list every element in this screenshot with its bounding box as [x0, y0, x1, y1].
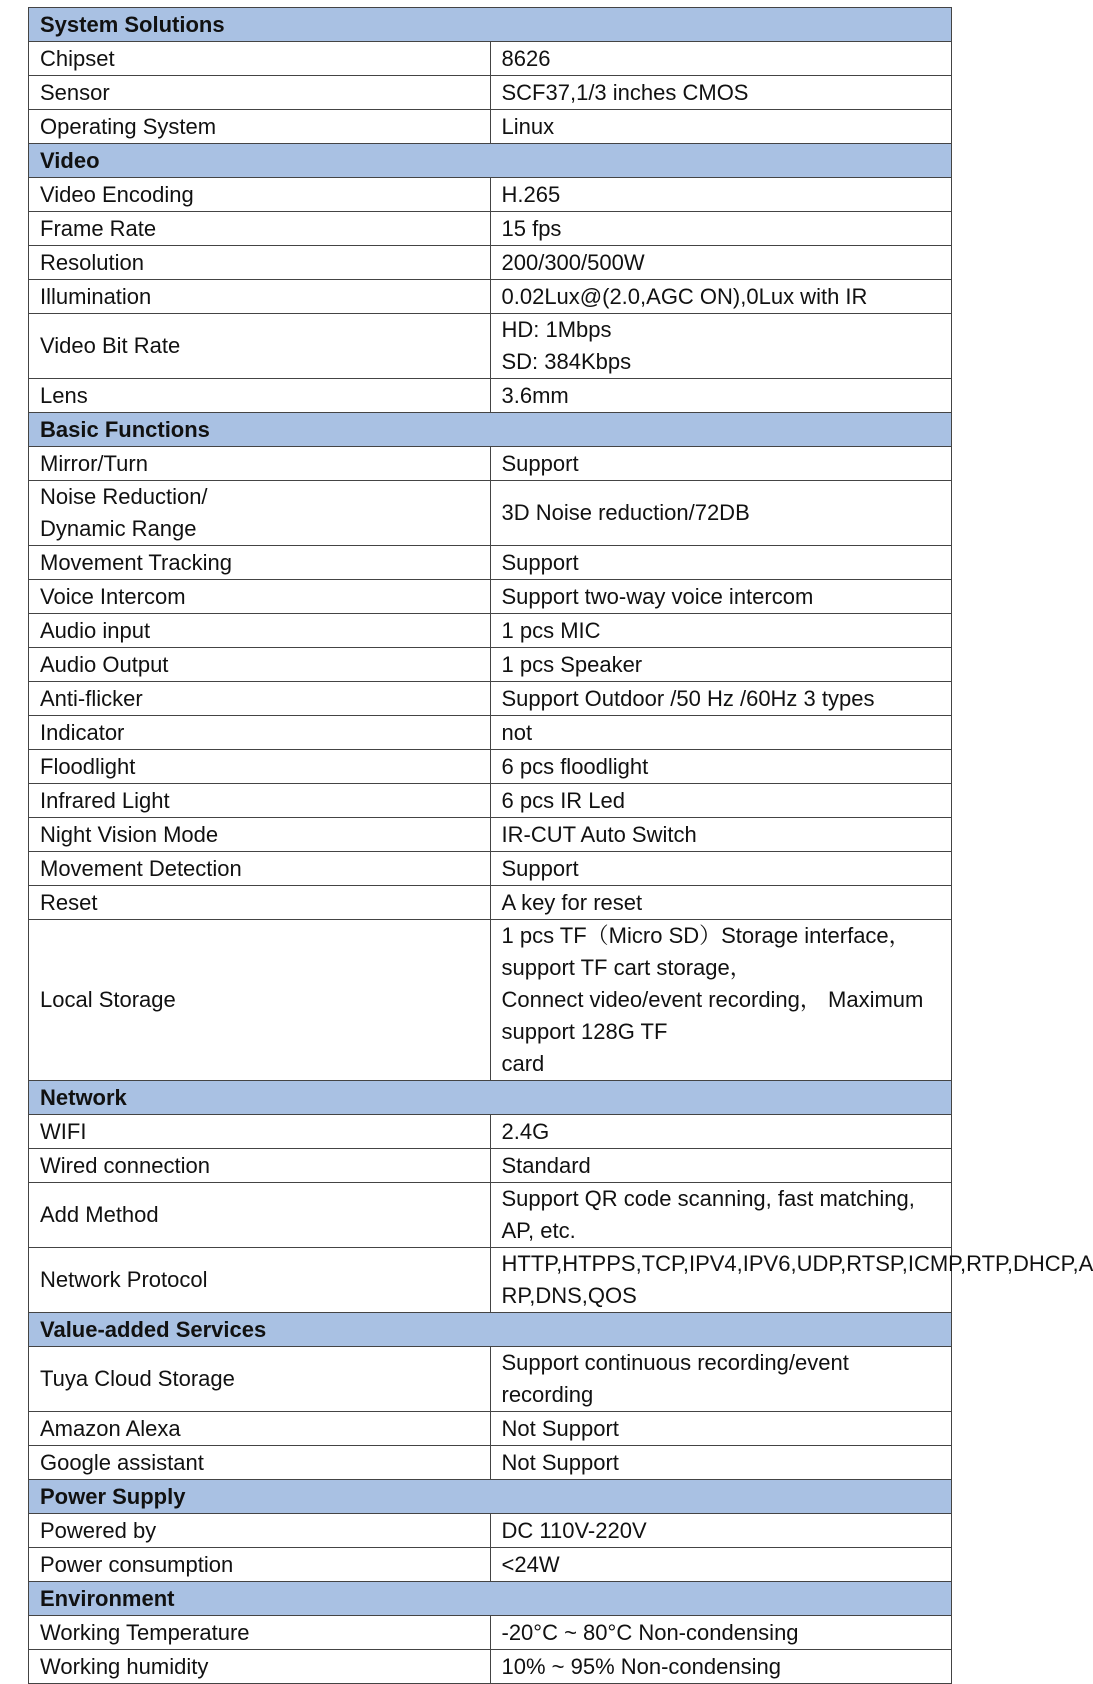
- spec-value: not: [501, 719, 533, 745]
- spec-label-cell: [29, 1548, 491, 1582]
- spec-value: H.265: [501, 181, 561, 207]
- spec-label-cell: [29, 42, 491, 76]
- table-row: [29, 1149, 952, 1183]
- table-row: [29, 481, 952, 546]
- spec-value-cell: [490, 886, 952, 920]
- table-row: [29, 42, 952, 76]
- spec-label: Movement Detection: [40, 855, 242, 881]
- spec-label-cell: [29, 852, 491, 886]
- spec-value: A key for reset: [501, 889, 643, 915]
- spec-label: Voice Intercom: [40, 583, 186, 609]
- table-row: [29, 178, 952, 212]
- spec-value-cell: [490, 1616, 952, 1650]
- spec-value-cell: [490, 648, 952, 682]
- table-row: [29, 1115, 952, 1149]
- spec-label: Frame Rate: [40, 215, 157, 241]
- spec-value: Standard: [501, 1152, 591, 1178]
- spec-label-cell: [29, 886, 491, 920]
- section-header-row: [29, 413, 952, 447]
- spec-label-cell: [29, 1149, 491, 1183]
- spec-value: Support Outdoor /50 Hz /60Hz 3 types: [501, 685, 875, 711]
- table-row: [29, 379, 952, 413]
- spec-label-cell: [29, 481, 491, 546]
- table-row: [29, 246, 952, 280]
- spec-value: RP,DNS,QOS: [501, 1283, 637, 1308]
- spec-label: Illumination: [40, 283, 152, 309]
- spec-label-cell: [29, 614, 491, 648]
- table-row: [29, 784, 952, 818]
- spec-value: Linux: [501, 113, 555, 139]
- table-row: [29, 1183, 952, 1248]
- table-row: [29, 1650, 952, 1684]
- section-title: Network: [29, 1081, 952, 1115]
- spec-label: Video Encoding: [40, 181, 194, 207]
- section-title: Environment: [29, 1582, 952, 1616]
- spec-label: Powered by: [40, 1517, 157, 1543]
- spec-value: Support continuous recording/event recording: [501, 1350, 849, 1407]
- spec-label: Audio Output: [40, 651, 169, 677]
- spec-label: Lens: [40, 382, 88, 408]
- spec-value-cell: [490, 818, 952, 852]
- spec-table: [28, 7, 1093, 1684]
- spec-value: card: [501, 1051, 545, 1076]
- table-row: [29, 110, 952, 144]
- table-row: [29, 212, 952, 246]
- spec-label-cell: [29, 1115, 491, 1149]
- section-header-row: [29, 1582, 952, 1616]
- spec-value-cell: [490, 1548, 952, 1582]
- spec-label: Operating System: [40, 113, 217, 139]
- section-header-row: [29, 1081, 952, 1115]
- spec-label: Mirror/Turn: [40, 450, 148, 476]
- spec-value-cell: [490, 447, 952, 481]
- section-title: System Solutions: [29, 8, 952, 42]
- spec-label-cell: [29, 682, 491, 716]
- spec-label: Dynamic Range: [40, 516, 197, 541]
- spec-value-cell: [490, 750, 952, 784]
- table-row: [29, 580, 952, 614]
- spec-value-cell: [490, 1514, 952, 1548]
- spec-label-cell: [29, 580, 491, 614]
- spec-value-cell: [490, 1412, 952, 1446]
- spec-label-cell: [29, 447, 491, 481]
- table-row: [29, 614, 952, 648]
- table-row: [29, 1248, 952, 1313]
- spec-value: Support: [501, 549, 579, 575]
- spec-value: Support: [501, 855, 579, 881]
- spec-value: <24W: [501, 1551, 560, 1577]
- spec-label: Anti-flicker: [40, 685, 143, 711]
- spec-label: Google assistant: [40, 1449, 204, 1475]
- spec-value: 2.4G: [501, 1118, 550, 1144]
- spec-value: IR-CUT Auto Switch: [501, 821, 697, 847]
- spec-value-cell: [490, 110, 952, 144]
- spec-label-cell: [29, 1514, 491, 1548]
- spec-label: Sensor: [40, 79, 110, 105]
- spec-label-cell: [29, 1248, 491, 1313]
- spec-value-cell: [490, 178, 952, 212]
- spec-value: 8626: [501, 45, 551, 71]
- spec-value: Support: [501, 450, 579, 476]
- spec-value-cell: [490, 481, 952, 546]
- spec-value-cell: [490, 546, 952, 580]
- spec-label-cell: [29, 920, 491, 1081]
- spec-value-cell: [490, 76, 952, 110]
- spec-value: 3.6mm: [501, 382, 569, 408]
- spec-label-cell: [29, 1183, 491, 1248]
- spec-label-cell: [29, 716, 491, 750]
- spec-label: WIFI: [40, 1118, 87, 1144]
- section-title: Video: [29, 144, 952, 178]
- spec-label: Working humidity: [40, 1653, 209, 1679]
- spec-value-cell: [490, 852, 952, 886]
- spec-value: HD: 1Mbps: [501, 317, 612, 342]
- spec-label: Resolution: [40, 249, 144, 275]
- section-header-row: [29, 1480, 952, 1514]
- spec-value-cell: [490, 314, 952, 379]
- spec-label: Power consumption: [40, 1551, 234, 1577]
- spec-value: Support QR code scanning, fast matching, AP, etc.: [501, 1186, 915, 1243]
- spec-value: 3D Noise reduction/72DB: [501, 500, 750, 525]
- spec-value-cell: [490, 1650, 952, 1684]
- spec-value: 10% ~ 95% Non-condensing: [501, 1653, 781, 1679]
- spec-value: Support two-way voice intercom: [501, 583, 814, 609]
- spec-value: Connect video/event recording， Maximum support 128G TF: [501, 987, 924, 1044]
- table-row: [29, 1412, 952, 1446]
- spec-label: Infrared Light: [40, 787, 170, 813]
- spec-value-cell: [490, 212, 952, 246]
- spec-value-cell: [490, 614, 952, 648]
- spec-value-cell: [490, 1115, 952, 1149]
- spec-label: Working Temperature: [40, 1619, 250, 1645]
- spec-label-cell: [29, 178, 491, 212]
- spec-label: Audio input: [40, 617, 151, 643]
- table-row: [29, 750, 952, 784]
- spec-label: Movement Tracking: [40, 549, 232, 575]
- spec-value-cell: [490, 716, 952, 750]
- spec-value: -20°C ~ 80°C Non-condensing: [501, 1619, 799, 1645]
- spec-label-cell: [29, 1412, 491, 1446]
- table-row: [29, 716, 952, 750]
- spec-label-cell: [29, 246, 491, 280]
- spec-label: Add Method: [40, 1202, 159, 1227]
- table-row: [29, 1347, 952, 1412]
- spec-value: 200/300/500W: [501, 249, 645, 275]
- spec-label-cell: [29, 1446, 491, 1480]
- spec-value-cell: [490, 580, 952, 614]
- spec-value: 1 pcs Speaker: [501, 651, 643, 677]
- spec-label-cell: [29, 212, 491, 246]
- spec-label: Local Storage: [40, 987, 176, 1012]
- table-row: [29, 682, 952, 716]
- spec-label-cell: [29, 1616, 491, 1650]
- section-header-row: [29, 144, 952, 178]
- table-row: [29, 886, 952, 920]
- spec-label: Network Protocol: [40, 1267, 208, 1292]
- spec-label-cell: [29, 1347, 491, 1412]
- spec-label: Amazon Alexa: [40, 1415, 181, 1441]
- spec-label: Video Bit Rate: [40, 333, 181, 358]
- spec-value-cell: [490, 379, 952, 413]
- section-title: Power Supply: [29, 1480, 952, 1514]
- spec-value: 1 pcs MIC: [501, 617, 601, 643]
- section-title: Value-added Services: [29, 1313, 952, 1347]
- table-row: [29, 1446, 952, 1480]
- table-row: [29, 1514, 952, 1548]
- spec-value: 15 fps: [501, 215, 562, 241]
- table-row: [29, 447, 952, 481]
- spec-label: Wired connection: [40, 1152, 210, 1178]
- spec-label-cell: [29, 784, 491, 818]
- table-row: [29, 920, 952, 1081]
- spec-label: Indicator: [40, 719, 125, 745]
- table-row: [29, 76, 952, 110]
- spec-label-cell: [29, 110, 491, 144]
- spec-value: SCF37,1/3 inches CMOS: [501, 79, 749, 105]
- spec-label: Reset: [40, 889, 98, 915]
- table-row: [29, 648, 952, 682]
- spec-value-cell: [490, 1248, 1093, 1313]
- spec-label-cell: [29, 280, 491, 314]
- spec-label-cell: [29, 750, 491, 784]
- spec-value-cell: [490, 920, 952, 1081]
- spec-value: HTTP,HTPPS,TCP,IPV4,IPV6,UDP,RTSP,ICMP,RTP,DHCP,A: [501, 1251, 1093, 1276]
- section-title: Basic Functions: [29, 413, 952, 447]
- spec-value: DC 110V-220V: [501, 1517, 647, 1543]
- spec-label: Chipset: [40, 45, 115, 71]
- spec-value-cell: [490, 1183, 952, 1248]
- spec-label: Night Vision Mode: [40, 821, 219, 847]
- spec-label-cell: [29, 76, 491, 110]
- spec-value: 0.02Lux@(2.0,AGC ON),0Lux with IR: [501, 283, 868, 309]
- spec-value: Not Support: [501, 1415, 619, 1441]
- spec-label-cell: [29, 379, 491, 413]
- section-header-row: [29, 1313, 952, 1347]
- spec-label-cell: [29, 648, 491, 682]
- table-row: [29, 546, 952, 580]
- spec-label: Tuya Cloud Storage: [40, 1366, 235, 1391]
- table-row: [29, 1548, 952, 1582]
- spec-label: Noise Reduction/: [40, 484, 208, 509]
- table-row: [29, 818, 952, 852]
- spec-value-cell: [490, 1149, 952, 1183]
- spec-value-cell: [490, 1347, 952, 1412]
- spec-value: SD: 384Kbps: [501, 349, 632, 374]
- spec-value: 6 pcs floodlight: [501, 753, 649, 779]
- spec-label-cell: [29, 1650, 491, 1684]
- table-row: [29, 314, 952, 379]
- spec-value-cell: [490, 682, 952, 716]
- spec-value: 1 pcs TF（Micro SD）Storage interface，support TF cart storage，: [501, 923, 911, 980]
- section-header-row: [29, 8, 952, 42]
- spec-label-cell: [29, 546, 491, 580]
- table-row: [29, 1616, 952, 1650]
- spec-value-cell: [490, 246, 952, 280]
- spec-label-cell: [29, 314, 491, 379]
- spec-value: Not Support: [501, 1449, 619, 1475]
- spec-value-cell: [490, 42, 952, 76]
- spec-label-cell: [29, 818, 491, 852]
- spec-value: 6 pcs IR Led: [501, 787, 626, 813]
- spec-label: Floodlight: [40, 753, 136, 779]
- spec-table-body: [29, 8, 1093, 1684]
- spec-value-cell: [490, 280, 952, 314]
- spec-value-cell: [490, 1446, 952, 1480]
- spec-value-cell: [490, 784, 952, 818]
- table-row: [29, 280, 952, 314]
- table-row: [29, 852, 952, 886]
